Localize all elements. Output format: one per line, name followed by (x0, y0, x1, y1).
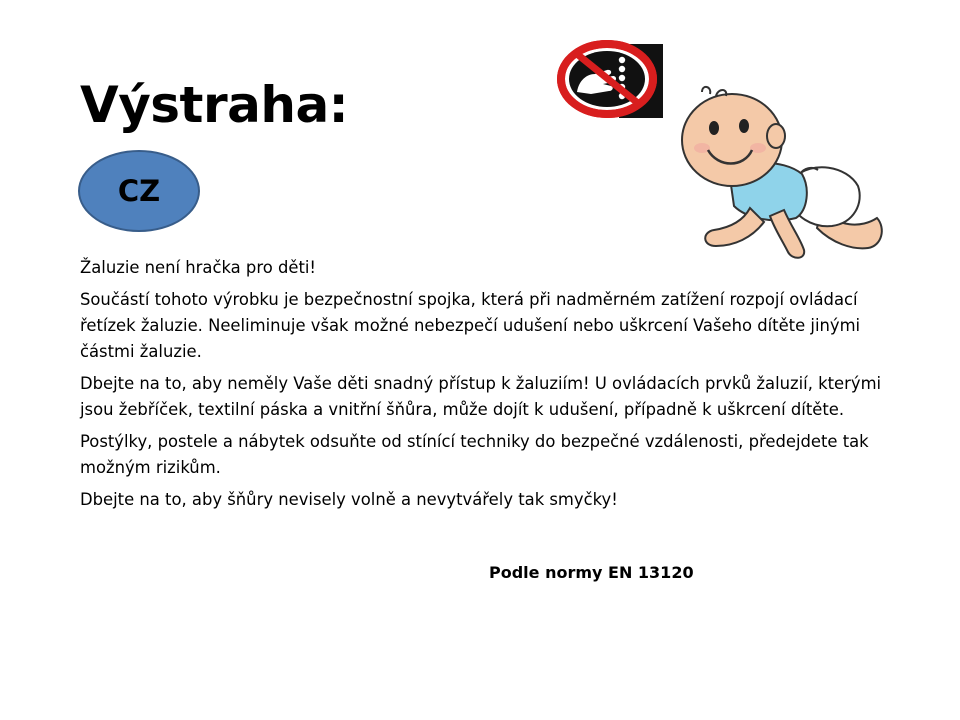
crawling-baby-illustration (672, 78, 890, 268)
paragraph-furniture-distance: Postýlky, postele a nábytek odsuňte od stínící techniky do bezpečné vzdálenosti, předejdete tak možným rizikům. (80, 432, 869, 477)
warning-body (80, 255, 895, 519)
country-badge: CZ (78, 150, 200, 232)
no-children-hands-chain-icon (557, 40, 663, 118)
paragraph-access-warning: Dbejte na to, aby neměly Vaše děti snadný přístup k žaluziím! U ovládacích prvků žaluzií, kterými jsou žebříček, textilní páska a vnitřní šňůra, může dojít k udušení, případně k uškrcení dítěte. (80, 374, 882, 419)
paragraph-cord-loops: Dbejte na to, aby šňůry nevisely volně a nevytvářely tak smyčky! (80, 490, 618, 509)
standard-reference: Podle normy EN 13120 (489, 563, 694, 582)
warning-title: Výstraha: (80, 76, 349, 134)
paragraph-toy-warning: Žaluzie není hračka pro děti! (80, 258, 316, 277)
paragraph-safety-coupling: Součástí tohoto výrobku je bezpečnostní spojka, která při nadměrném zatížení rozpojí ovládací řetízek žaluzie. Neeliminuje však možné nebezpečí udušení nebo uškrcení Vašeho dítěte jinými částmi žaluzie. (80, 290, 861, 361)
